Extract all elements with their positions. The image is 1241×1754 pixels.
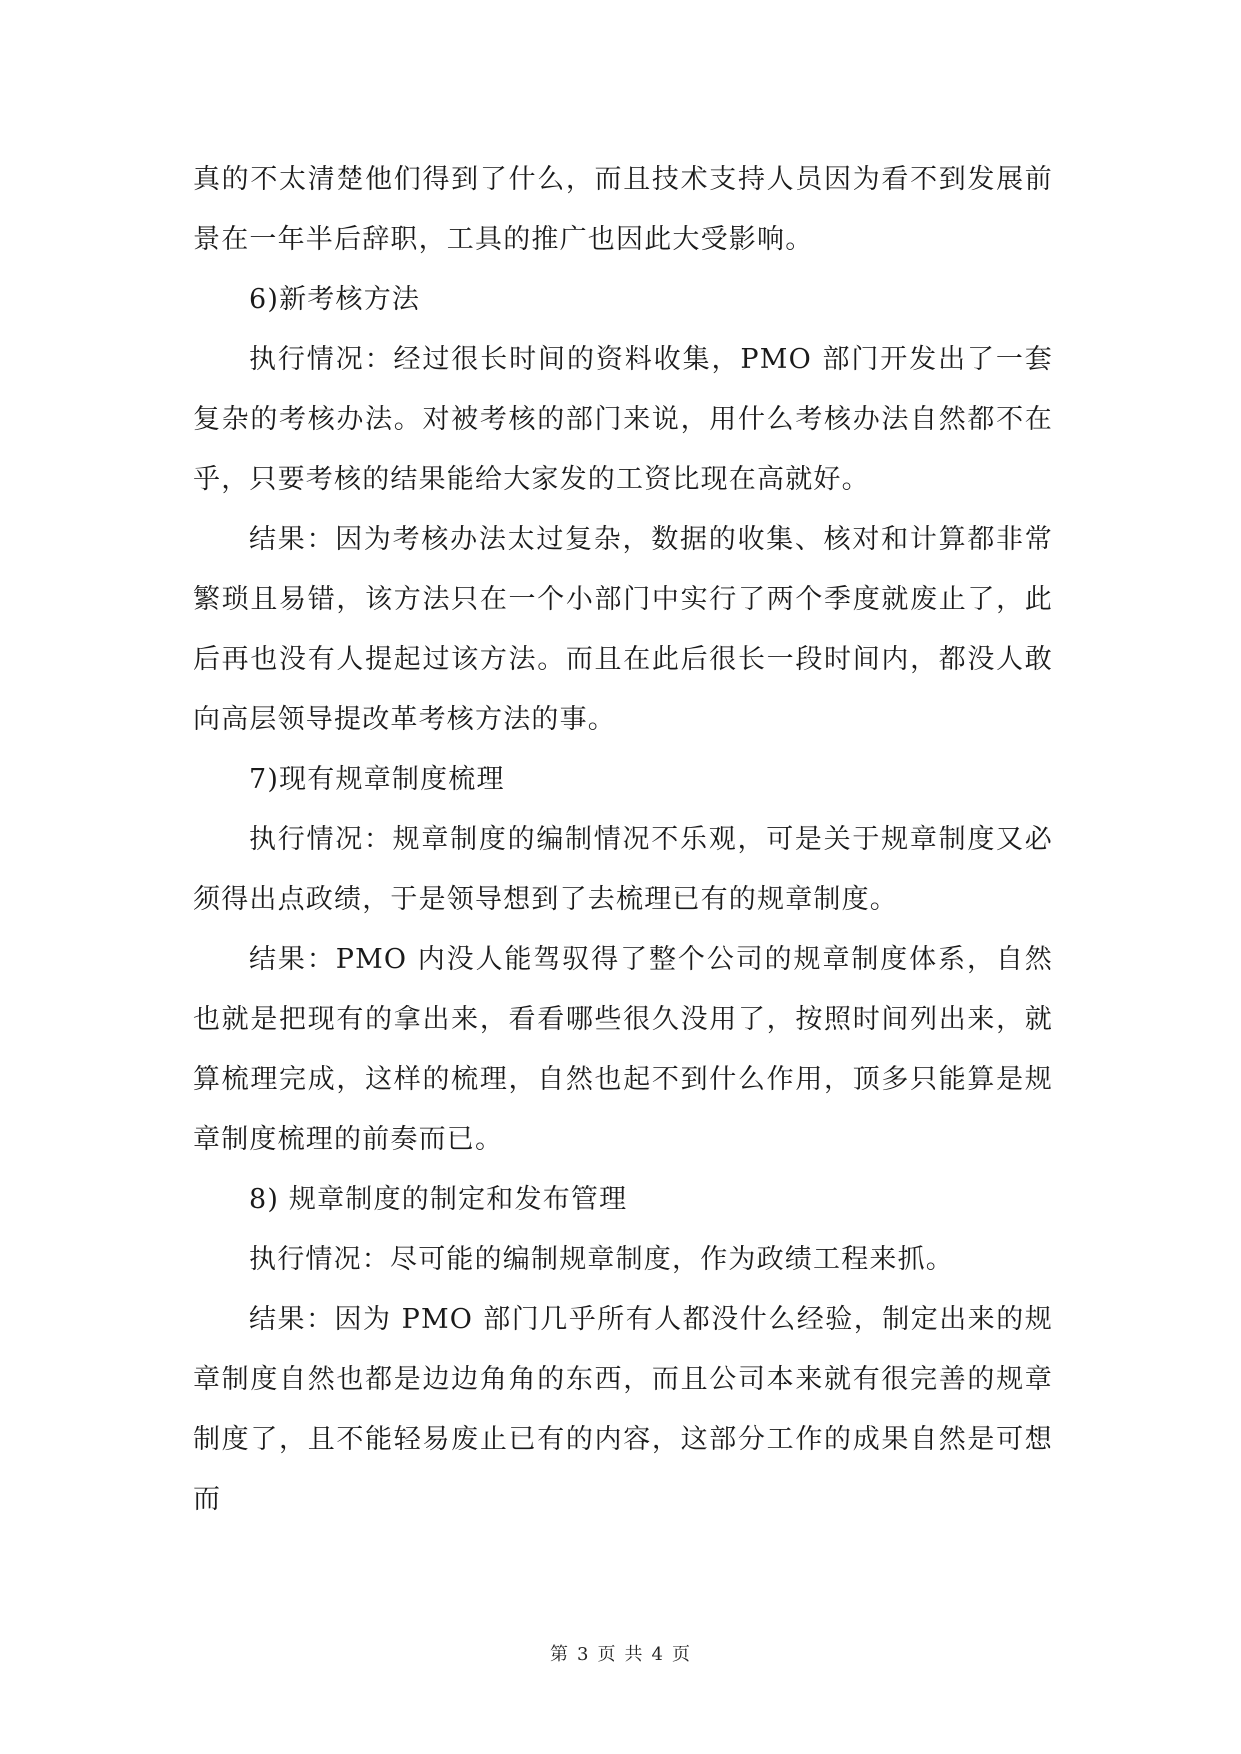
footer-prefix: 第 — [550, 1644, 570, 1665]
current-page-number: 3 — [577, 1644, 590, 1665]
paragraph-result-7: 结果：PMO 内没人能驾驭得了整个公司的规章制度体系，自然也就是把现有的拿出来，看看哪些很久没用了，按照时间列出来，就算梳理完成，这样的梳理，自然也起不到什么作用，顶多只能算是规章制度梳理的前奏而已。 — [193, 944, 1053, 1155]
section-heading-8: 8) 规章制度的制定和发布管理 — [249, 1184, 628, 1215]
section-heading-7: 7)现有规章制度梳理 — [249, 764, 505, 795]
paragraph-result-6: 结果：因为考核办法太过复杂，数据的收集、核对和计算都非常繁琐且易错，该方法只在一个小部门中实行了两个季度就废止了，此后再也没有人提起过该方法。而且在此后很长一段时间内，都没人敢向高层领导提改革考核方法的事。 — [193, 524, 1053, 735]
paragraph-continuation: 真的不太清楚他们得到了什么，而且技术支持人员因为看不到发展前景在一年半后辞职，工具的推广也因此大受影响。 — [193, 164, 1053, 255]
total-page-number: 4 — [651, 1644, 664, 1665]
section-heading-6: 6)新考核方法 — [249, 284, 421, 315]
paragraph-execution-6: 执行情况：经过很长时间的资料收集，PMO 部门开发出了一套复杂的考核办法。对被考核的部门来说，用什么考核办法自然都不在乎，只要考核的结果能给大家发的工资比现在高就好。 — [193, 344, 1053, 495]
footer-page-word: 页 — [597, 1644, 617, 1665]
paragraph-execution-7: 执行情况：规章制度的编制情况不乐观，可是关于规章制度又必须得出点政绩，于是领导想到了去梳理已有的规章制度。 — [193, 824, 1053, 915]
paragraph-result-8: 结果：因为 PMO 部门几乎所有人都没什么经验，制定出来的规章制度自然也都是边边角角的东西，而且公司本来就有很完善的规章制度了，且不能轻易废止已有的内容，这部分工作的成果自然是可想而 — [193, 1304, 1053, 1515]
paragraph-execution-8: 执行情况：尽可能的编制规章制度，作为政绩工程来抓。 — [249, 1244, 954, 1275]
document-body — [193, 150, 1053, 1530]
footer-suffix: 页 — [671, 1644, 691, 1665]
footer-total-word: 共 — [624, 1644, 644, 1665]
page-footer — [0, 1640, 1241, 1666]
